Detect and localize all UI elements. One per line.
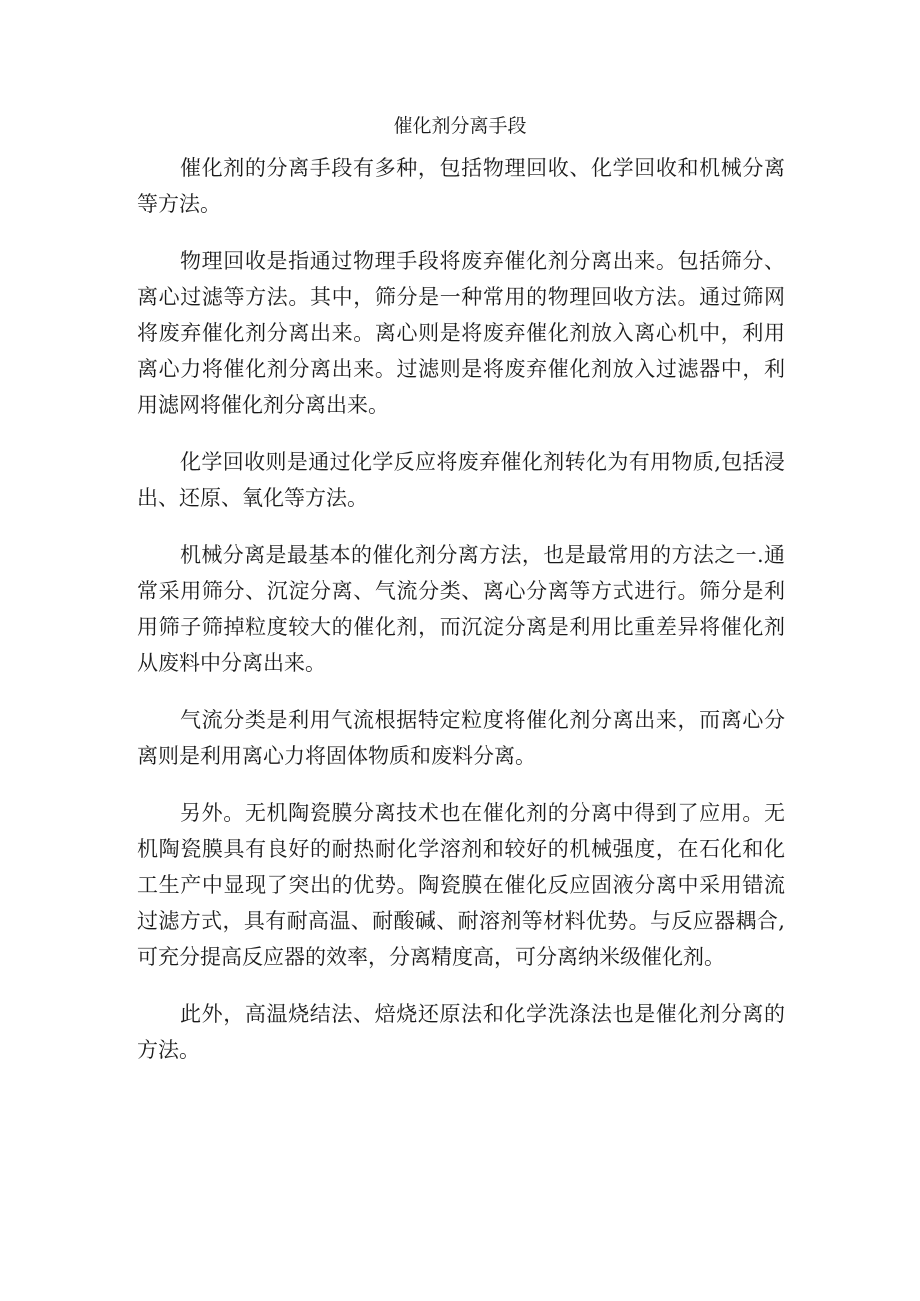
paragraph-6: 另外。无机陶瓷膜分离技术也在催化剂的分离中得到了应用。无机陶瓷膜具有良好的耐热耐化学溶剂和较好的机械强度，在石化和化工生产中显现了突出的优势。陶瓷膜在催化反应固液分离中采用错流过滤方式，具有耐高温、耐酸碱、耐溶剂等材料优势。与反应器耦合,可充分提高反应器的效率，分离精度高，可分离纳米级催化剂。 [137,801,785,969]
paragraph-5: 气流分类是利用气流根据特定粒度将催化剂分离出来，而离心分离则是利用离心力将固体物质和废料分离。 [137,708,785,768]
document-title: 催化剂分离手段 [393,115,527,137]
paragraph-7: 此外，高温烧结法、焙烧还原法和化学洗涤法也是催化剂分离的方法。 [137,1002,785,1062]
document-body [137,150,785,1089]
paragraph-4: 机械分离是最基本的催化剂分离方法，也是最常用的方法之一.通常采用筛分、沉淀分离、气流分类、离心分离等方式进行。筛分是利用筛子筛掉粒度较大的催化剂，而沉淀分离是利用比重差异将催化剂从废料中分离出来。 [137,543,785,675]
paragraph-1: 催化剂的分离手段有多种，包括物理回收、化学回收和机械分离等方法。 [137,156,785,216]
paragraph-3: 化学回收则是通过化学反应将废弃催化剂转化为有用物质,包括浸出、还原、氧化等方法。 [137,450,785,510]
paragraph-2: 物理回收是指通过物理手段将废弃催化剂分离出来。包括筛分、离心过滤等方法。其中，筛分是一种常用的物理回收方法。通过筛网将废弃催化剂分离出来。离心则是将废弃催化剂放入离心机中，利用离心力将催化剂分离出来。过滤则是将废弃催化剂放入过滤器中，利用滤网将催化剂分离出来。 [137,249,785,417]
